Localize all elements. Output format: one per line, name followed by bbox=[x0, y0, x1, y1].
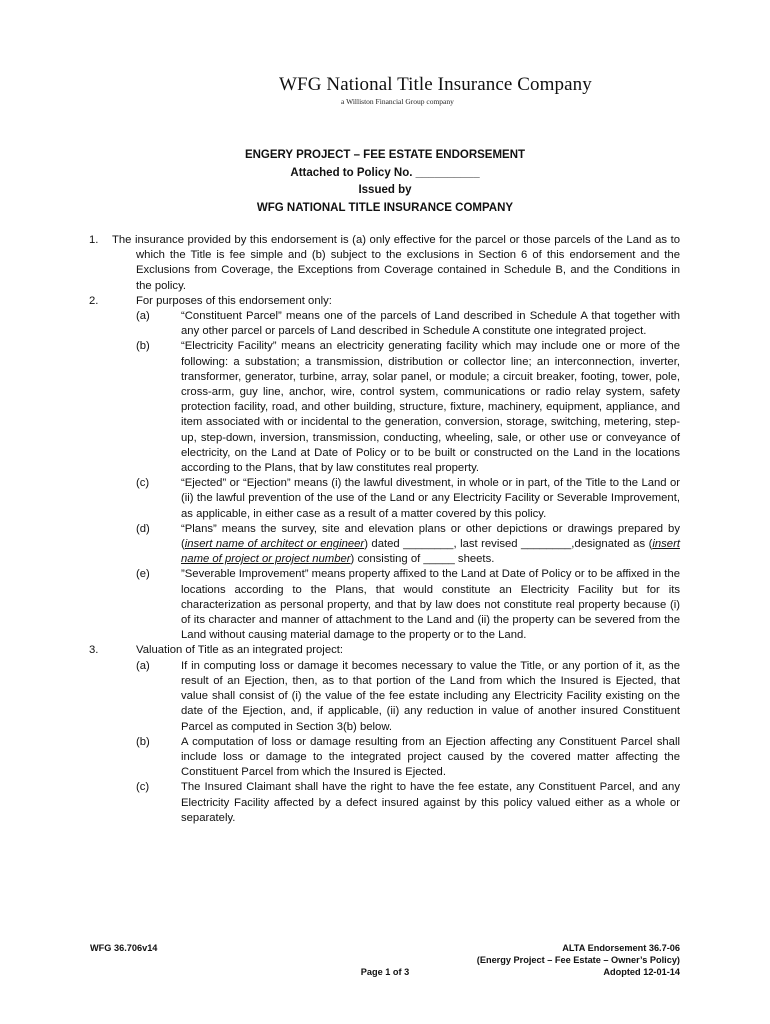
plans-text-part3: ) consisting of _____ sheets. bbox=[350, 553, 495, 566]
heading-issuer: WFG NATIONAL TITLE INSURANCE COMPANY bbox=[256, 201, 514, 214]
sub-label: (c) bbox=[136, 781, 150, 794]
heading-issued-by: Issued by bbox=[358, 184, 412, 196]
section-number: 1. bbox=[89, 234, 99, 246]
section-number: 2. bbox=[89, 294, 99, 307]
sub-text bbox=[181, 522, 680, 568]
section-1 bbox=[0, 233, 770, 294]
definition-ejection bbox=[0, 476, 770, 522]
logo-company: National Title Insurance Company bbox=[326, 74, 592, 95]
valuation-3c bbox=[0, 780, 770, 826]
plans-text-part1: “Plans” means the survey, site and elevation plans or other depictions or drawings prepared by ( bbox=[181, 522, 680, 551]
sub-label: (e) bbox=[136, 568, 150, 581]
sub-label: (b) bbox=[136, 340, 150, 353]
section-text: For purposes of this endorsement only: bbox=[136, 294, 332, 307]
sub-label: (b) bbox=[136, 735, 150, 748]
section-2 bbox=[0, 294, 770, 309]
definition-severable-improvement bbox=[0, 567, 770, 643]
definition-electricity-facility bbox=[0, 339, 770, 476]
section-number: 3. bbox=[89, 644, 99, 657]
sub-label: (a) bbox=[136, 659, 150, 672]
section-text: The insurance provided by this endorsement is (a) only effective for the parcel or those parcels of the Land as to which the Title is fee simple and (b) subject to the exclusions in Section 6 of this endorsement and the Exclusions from Coverage, the Exceptions from Coverage contained in Schedule B, and the Conditions in the policy. bbox=[112, 234, 680, 292]
alta-description: (Energy Project – Fee Estate – Owner’s Policy) bbox=[476, 955, 680, 965]
section-3 bbox=[0, 643, 770, 658]
logo-tagline: a Williston Financial Group company bbox=[341, 97, 454, 106]
sub-text: ”Severable Improvement” means property affixed to the Land at Date of Policy or to be affixed in the locations according to the Plans, that would constitute an Electricity Facility but for its characterization as personal property, and that by law does not constitute real property because (i) of its character and manner of attachment to the Land and (ii) the property can be severed from the Land without causing material damage to the property or to the Land. bbox=[181, 568, 680, 642]
sub-label: (c) bbox=[136, 477, 150, 490]
heading-title: ENGERY PROJECT – FEE ESTATE ENDORSEMENT bbox=[244, 149, 526, 161]
architect-placeholder: insert name of architect or engineer bbox=[184, 538, 365, 551]
valuation-3b bbox=[0, 735, 770, 781]
sub-text: If in computing loss or damage it becomes necessary to value the Title, or any portion of it, as the result of an Ejection, then, as to that portion of the Land from which the Insured is Ejected, that value shall consist of (i) the value of the fee estate including any Electricity Facility existing on the date of the Ejection, and, if applicable, (ii) any reduction in value of another insured Constituent Parcel as computed in Section 3(b) below. bbox=[181, 659, 680, 733]
page-number: Page 1 of 3 bbox=[360, 967, 410, 977]
project-placeholder: insert name of project or project number bbox=[181, 538, 680, 566]
plans-text-part2: ) dated ________, last revised ________,designated as ( bbox=[364, 538, 653, 551]
document-body bbox=[0, 233, 770, 826]
sub-label: (d) bbox=[136, 522, 150, 535]
sub-text: “Electricity Facility” means an electricity generating facility which may include one or more of the following: a substation; a transmission, distribution or collector line; an interconnection, inverter, transformer, generator, turbine, array, solar panel, or module; a circuit breaker, footing, tower, pole, cross-arm, guy line, anchor, wire, control system, communications or radio relay system, safety protection facility, road, and other building, structure, fixture, machinery, equipment, appliance, and item associated with or incidental to the generation, conversion, storage, switching, metering, step-up, step-down, inversion, transmission, conducting, wheeling, sale, or other use or conveyance of electricity, on the Land at Date of Policy or to be built or constructed on the Land in the locations according to the Plans, that by law constitutes real property. bbox=[181, 340, 680, 475]
heading-policy-number: Attached to Policy No. __________ bbox=[290, 166, 480, 179]
sub-text: The Insured Claimant shall have the right to have the fee estate, any Constituent Parcel, and any Electricity Facility affected by a defect insured against by this policy valued either as a whole or separately. bbox=[181, 781, 680, 824]
sub-text: A computation of loss or damage resulting from an Ejection affecting any Constituent Parcel shall include loss or damage to the integrated project caused by the covered matter affecting the Constituent Parcel from which the Insured is Ejected. bbox=[181, 735, 680, 779]
section-text: Valuation of Title as an integrated project: bbox=[136, 644, 344, 657]
sub-text: “Constituent Parcel” means one of the parcels of Land described in Schedule A that together with any other parcel or parcels of Land described in Schedule A constitute one integrated project. bbox=[181, 310, 680, 338]
document-heading bbox=[0, 147, 770, 217]
definition-constituent-parcel bbox=[0, 309, 770, 339]
logo-brand: WFG bbox=[279, 74, 322, 95]
sub-label: (a) bbox=[136, 310, 150, 323]
sub-text: “Ejected” or “Ejection” means (i) the lawful divestment, in whole or in part, of the Title to the Land or (ii) the lawful prevention of the use of the Land or any Electricity Facility or Severable Improvement, as applicable, in either case as a result of a matter covered by this policy. bbox=[181, 477, 680, 520]
alta-endorsement: ALTA Endorsement 36.7-06 bbox=[562, 943, 680, 953]
alta-reference bbox=[477, 942, 680, 978]
logo-title bbox=[279, 74, 592, 96]
alta-adopted: Adopted 12-01-14 bbox=[603, 967, 680, 977]
valuation-3a bbox=[0, 659, 770, 735]
form-number: WFG 36.706v14 bbox=[90, 943, 158, 953]
definition-plans bbox=[0, 522, 770, 568]
company-logo bbox=[243, 52, 592, 132]
